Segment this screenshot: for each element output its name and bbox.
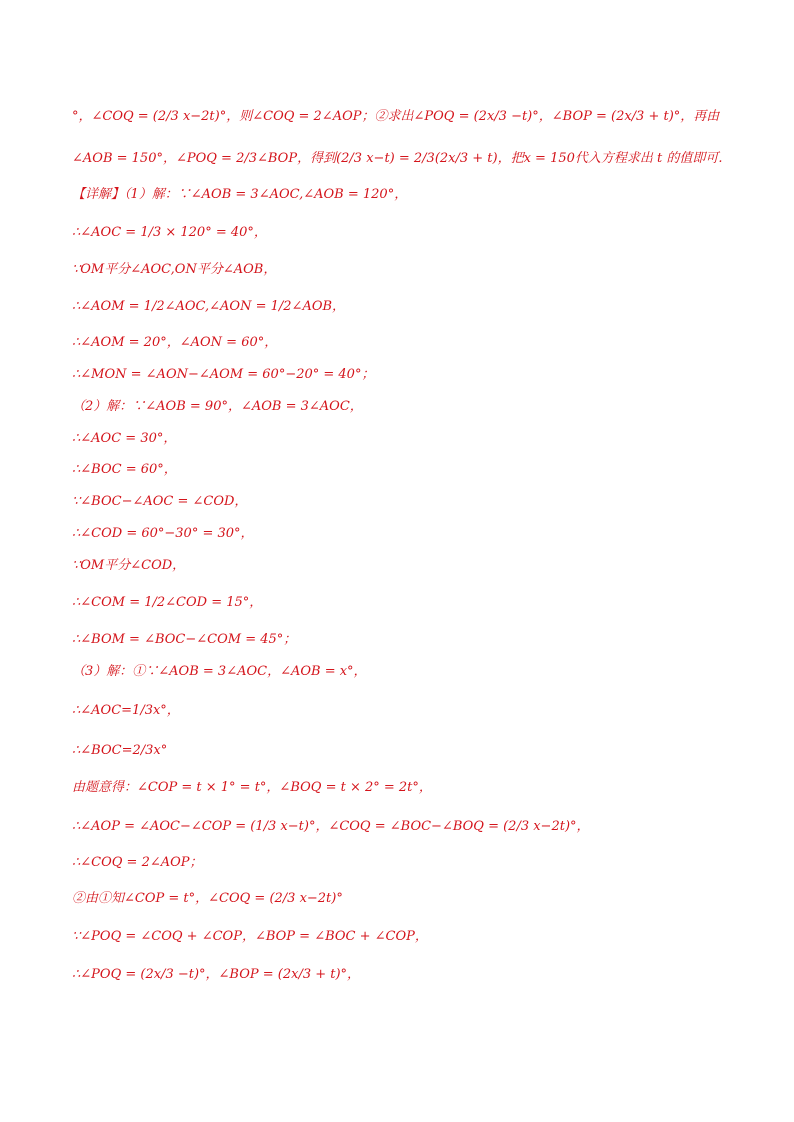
text-line: ∵OM平分∠COD，	[72, 558, 186, 573]
text-line: ∴∠AOM = 20°，∠AON = 60°，	[72, 335, 278, 350]
text-line: （3）解：①∵∠AOB = 3∠AOC，∠AOB = x°，	[72, 664, 367, 679]
text-line: ∴∠COM = 1/2∠COD = 15°，	[72, 595, 263, 610]
text-line: °，∠COQ = (2/3 x−2t)°，则∠COQ = 2∠AOP；②求出∠POQ = (2x/3 −t)°，∠BOP = (2x/3 + t)°，再由	[72, 109, 720, 124]
text-line: ∠AOB = 150°，∠POQ = 2/3∠BOP，得到(2/3 x−t) = 2/3(2x/3 + t)，把x = 150代入方程求出 t 的值即可.	[72, 151, 723, 166]
text-line: ∴∠BOM = ∠BOC−∠COM = 45°；	[72, 632, 297, 647]
text-line: ∴∠COQ = 2∠AOP；	[72, 855, 203, 870]
text-line: ∴∠BOC=2/3x°	[72, 743, 168, 758]
text-line: ∴∠AOM = 1/2∠AOC,∠AON = 1/2∠AOB，	[72, 299, 346, 314]
text-line: ∴∠MON = ∠AON−∠AOM = 60°−20° = 40°；	[72, 367, 375, 382]
text-line: 由题意得：∠COP = t × 1° = t°，∠BOQ = t × 2° = 2t°，	[72, 780, 432, 795]
text-line: ②由①知∠COP = t°，∠COQ = (2/3 x−2t)°	[72, 891, 343, 906]
text-line: ∴∠COD = 60°−30° = 30°，	[72, 526, 254, 541]
text-line: ∴∠AOP = ∠AOC−∠COP = (1/3 x−t)°，∠COQ = ∠BOC−∠BOQ = (2/3 x−2t)°，	[72, 819, 590, 834]
text-line: ∴∠AOC = 30°，	[72, 431, 177, 446]
text-line: ∵∠POQ = ∠COQ + ∠COP，∠BOP = ∠BOC + ∠COP，	[72, 929, 428, 944]
text-line: （2）解：∵∠AOB = 90°，∠AOB = 3∠AOC，	[72, 399, 363, 414]
text-line: 【详解】（1）解：∵∠AOB = 3∠AOC,∠AOB = 120°，	[72, 187, 408, 202]
text-line: ∵∠BOC−∠AOC = ∠COD，	[72, 494, 248, 509]
text-line: ∴∠POQ = (2x/3 −t)°，∠BOP = (2x/3 + t)°，	[72, 967, 361, 982]
text-line: ∴∠BOC = 60°，	[72, 462, 177, 477]
text-line: ∵OM平分∠AOC,ON平分∠AOB，	[72, 262, 277, 277]
text-line: ∴∠AOC=1/3x°，	[72, 703, 180, 718]
text-line: ∴∠AOC = 1/3 × 120° = 40°，	[72, 225, 267, 240]
